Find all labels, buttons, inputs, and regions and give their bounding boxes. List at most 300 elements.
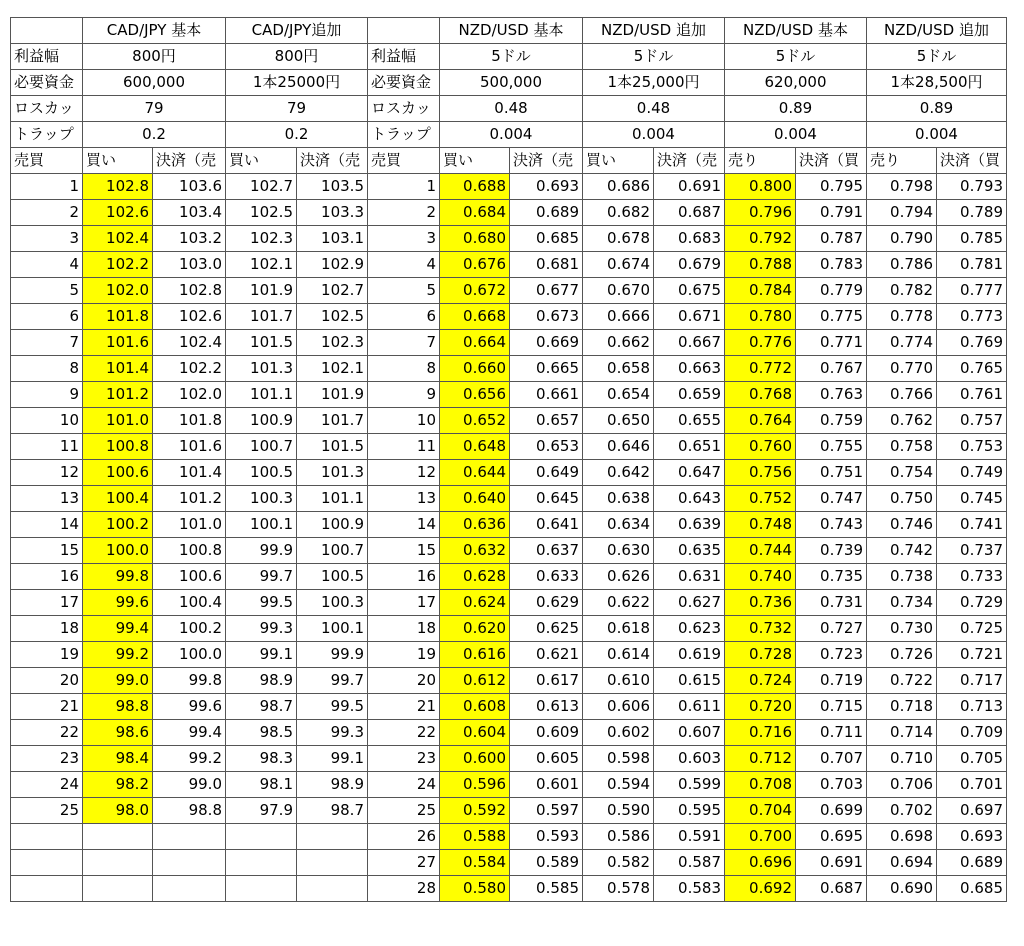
table-cell: 21 bbox=[11, 694, 83, 720]
table-cell: 0.663 bbox=[654, 356, 725, 382]
table-cell: 0.676 bbox=[440, 252, 510, 278]
table-cell: 0.798 bbox=[867, 174, 937, 200]
subheader-row bbox=[11, 148, 1007, 174]
table-cell: 102.5 bbox=[226, 200, 297, 226]
table-row bbox=[11, 746, 1007, 772]
table-cell: 0.769 bbox=[937, 330, 1007, 356]
table-cell: 12 bbox=[368, 460, 440, 486]
table-cell: 0.735 bbox=[796, 564, 867, 590]
table-cell: 0.610 bbox=[583, 668, 654, 694]
table-cell: 0.586 bbox=[583, 824, 654, 850]
table-cell: 0.671 bbox=[654, 304, 725, 330]
table-cell: 16 bbox=[11, 564, 83, 590]
table-row bbox=[11, 486, 1007, 512]
header-cell: NZD/USD 基本 bbox=[725, 18, 867, 44]
table-cell: 0.757 bbox=[937, 408, 1007, 434]
info-value: 0.004 bbox=[867, 122, 1007, 148]
table-cell: 100.8 bbox=[83, 434, 153, 460]
table-cell: 20 bbox=[368, 668, 440, 694]
table-cell: 7 bbox=[368, 330, 440, 356]
table-cell: 102.0 bbox=[83, 278, 153, 304]
table-cell: 0.737 bbox=[937, 538, 1007, 564]
table-cell: 100.0 bbox=[83, 538, 153, 564]
table-cell: 0.623 bbox=[654, 616, 725, 642]
table-cell: 0.747 bbox=[796, 486, 867, 512]
table-cell: 0.653 bbox=[510, 434, 583, 460]
table-cell: 6 bbox=[11, 304, 83, 330]
table-cell: 0.689 bbox=[937, 850, 1007, 876]
header-cell: CAD/JPY追加 bbox=[226, 18, 368, 44]
table-cell: 0.749 bbox=[937, 460, 1007, 486]
table-cell: 23 bbox=[11, 746, 83, 772]
subheader-cell: 売買 bbox=[11, 148, 83, 174]
table-cell: 0.594 bbox=[583, 772, 654, 798]
table-cell: 0.645 bbox=[510, 486, 583, 512]
table-cell: 101.6 bbox=[153, 434, 226, 460]
info-value: 5ドル bbox=[583, 44, 725, 70]
table-cell: 21 bbox=[368, 694, 440, 720]
table-cell: 0.685 bbox=[937, 876, 1007, 902]
table-cell: 99.2 bbox=[153, 746, 226, 772]
table-cell: 0.756 bbox=[725, 460, 796, 486]
table-cell: 0.675 bbox=[654, 278, 725, 304]
table-cell: 1 bbox=[368, 174, 440, 200]
table-row bbox=[11, 538, 1007, 564]
table-cell: 0.790 bbox=[867, 226, 937, 252]
table-cell: 100.1 bbox=[226, 512, 297, 538]
table-cell: 0.726 bbox=[867, 642, 937, 668]
table-cell: 0.603 bbox=[654, 746, 725, 772]
table-cell: 20 bbox=[11, 668, 83, 694]
subheader-cell: 買い bbox=[440, 148, 510, 174]
info-value: 800円 bbox=[83, 44, 226, 70]
table-cell: 98.6 bbox=[83, 720, 153, 746]
table-row bbox=[11, 460, 1007, 486]
table-cell: 100.3 bbox=[226, 486, 297, 512]
table-cell: 0.778 bbox=[867, 304, 937, 330]
table-cell: 100.7 bbox=[297, 538, 368, 564]
table-cell: 0.684 bbox=[440, 200, 510, 226]
table-cell: 25 bbox=[368, 798, 440, 824]
table-cell: 0.698 bbox=[867, 824, 937, 850]
info-value: 0.004 bbox=[583, 122, 725, 148]
table-cell: 0.608 bbox=[440, 694, 510, 720]
info-label: 必要資金 bbox=[11, 70, 83, 96]
table-cell: 100.6 bbox=[153, 564, 226, 590]
table-cell: 0.651 bbox=[654, 434, 725, 460]
table-cell: 0.670 bbox=[583, 278, 654, 304]
table-cell: 100.0 bbox=[153, 642, 226, 668]
table-cell bbox=[83, 876, 153, 902]
info-value: 1本25,000円 bbox=[583, 70, 725, 96]
table-cell: 15 bbox=[11, 538, 83, 564]
table-cell: 101.7 bbox=[226, 304, 297, 330]
table-cell: 103.1 bbox=[297, 226, 368, 252]
table-cell: 0.652 bbox=[440, 408, 510, 434]
info-label: ロスカッ bbox=[368, 96, 440, 122]
table-row bbox=[11, 174, 1007, 200]
table-cell: 0.761 bbox=[937, 382, 1007, 408]
info-value: 0.2 bbox=[83, 122, 226, 148]
table-cell: 101.3 bbox=[226, 356, 297, 382]
table-cell: 102.8 bbox=[153, 278, 226, 304]
table-cell: 102.6 bbox=[153, 304, 226, 330]
table-cell: 103.3 bbox=[297, 200, 368, 226]
table-cell: 102.8 bbox=[83, 174, 153, 200]
table-cell: 0.687 bbox=[796, 876, 867, 902]
info-value: 0.89 bbox=[725, 96, 867, 122]
table-cell: 0.732 bbox=[725, 616, 796, 642]
table-cell: 0.600 bbox=[440, 746, 510, 772]
table-cell: 0.711 bbox=[796, 720, 867, 746]
table-cell: 101.1 bbox=[226, 382, 297, 408]
table-cell: 101.5 bbox=[226, 330, 297, 356]
table-cell: 11 bbox=[11, 434, 83, 460]
table-cell: 0.620 bbox=[440, 616, 510, 642]
table-cell: 0.641 bbox=[510, 512, 583, 538]
header-cell: NZD/USD 追加 bbox=[867, 18, 1007, 44]
info-label: 必要資金 bbox=[368, 70, 440, 96]
table-cell: 0.682 bbox=[583, 200, 654, 226]
table-cell: 0.724 bbox=[725, 668, 796, 694]
table-cell: 0.722 bbox=[867, 668, 937, 694]
table-cell: 0.738 bbox=[867, 564, 937, 590]
table-cell: 98.2 bbox=[83, 772, 153, 798]
table-cell: 103.2 bbox=[153, 226, 226, 252]
table-cell: 17 bbox=[11, 590, 83, 616]
subheader-cell: 決済（売 bbox=[297, 148, 368, 174]
table-cell: 99.9 bbox=[226, 538, 297, 564]
table-cell: 0.719 bbox=[796, 668, 867, 694]
table-cell: 0.766 bbox=[867, 382, 937, 408]
table-cell: 0.744 bbox=[725, 538, 796, 564]
table-cell: 0.683 bbox=[654, 226, 725, 252]
table-cell: 13 bbox=[11, 486, 83, 512]
table-cell: 99.3 bbox=[297, 720, 368, 746]
table-row bbox=[11, 382, 1007, 408]
table-cell: 0.780 bbox=[725, 304, 796, 330]
table-row bbox=[11, 252, 1007, 278]
table-cell: 0.694 bbox=[867, 850, 937, 876]
table-cell: 17 bbox=[368, 590, 440, 616]
table-cell: 0.772 bbox=[725, 356, 796, 382]
table-cell: 0.646 bbox=[583, 434, 654, 460]
subheader-cell: 決済（売 bbox=[510, 148, 583, 174]
table-cell: 0.611 bbox=[654, 694, 725, 720]
info-value: 600,000 bbox=[83, 70, 226, 96]
table-cell: 3 bbox=[11, 226, 83, 252]
table-row bbox=[11, 200, 1007, 226]
info-value: 500,000 bbox=[440, 70, 583, 96]
table-row bbox=[11, 512, 1007, 538]
table-cell: 0.708 bbox=[725, 772, 796, 798]
table-cell: 0.672 bbox=[440, 278, 510, 304]
table-cell: 0.587 bbox=[654, 850, 725, 876]
table-cell: 0.691 bbox=[796, 850, 867, 876]
table-cell: 0.661 bbox=[510, 382, 583, 408]
table-cell: 0.800 bbox=[725, 174, 796, 200]
table-cell: 102.3 bbox=[297, 330, 368, 356]
info-value: 5ドル bbox=[440, 44, 583, 70]
table-cell: 0.615 bbox=[654, 668, 725, 694]
table-cell: 0.786 bbox=[867, 252, 937, 278]
header-row bbox=[11, 18, 1007, 44]
table-cell: 0.589 bbox=[510, 850, 583, 876]
table-row bbox=[11, 720, 1007, 746]
table-cell: 100.3 bbox=[297, 590, 368, 616]
info-value: 0.2 bbox=[226, 122, 368, 148]
table-row bbox=[11, 876, 1007, 902]
table-cell: 0.688 bbox=[440, 174, 510, 200]
table-cell: 100.5 bbox=[297, 564, 368, 590]
table-cell: 0.764 bbox=[725, 408, 796, 434]
table-cell: 0.627 bbox=[654, 590, 725, 616]
table-row bbox=[11, 772, 1007, 798]
table-cell: 0.703 bbox=[796, 772, 867, 798]
table-cell bbox=[153, 824, 226, 850]
table-cell: 0.755 bbox=[796, 434, 867, 460]
table-cell: 0.748 bbox=[725, 512, 796, 538]
table-row bbox=[11, 824, 1007, 850]
table-cell: 0.736 bbox=[725, 590, 796, 616]
table-cell bbox=[83, 824, 153, 850]
table-cell: 0.609 bbox=[510, 720, 583, 746]
table-cell: 0.751 bbox=[796, 460, 867, 486]
table-cell: 0.785 bbox=[937, 226, 1007, 252]
table-cell: 0.714 bbox=[867, 720, 937, 746]
table-cell: 0.578 bbox=[583, 876, 654, 902]
header-cell: NZD/USD 追加 bbox=[583, 18, 725, 44]
table-cell: 0.673 bbox=[510, 304, 583, 330]
table-cell bbox=[226, 824, 297, 850]
table-cell: 102.4 bbox=[83, 226, 153, 252]
table-cell: 102.2 bbox=[83, 252, 153, 278]
table-cell: 0.686 bbox=[583, 174, 654, 200]
table-cell: 13 bbox=[368, 486, 440, 512]
table-cell: 0.716 bbox=[725, 720, 796, 746]
table-cell: 0.642 bbox=[583, 460, 654, 486]
table-cell: 0.754 bbox=[867, 460, 937, 486]
info-value: 0.48 bbox=[583, 96, 725, 122]
table-cell: 0.618 bbox=[583, 616, 654, 642]
table-cell: 0.617 bbox=[510, 668, 583, 694]
table-cell: 11 bbox=[368, 434, 440, 460]
table-cell: 0.583 bbox=[654, 876, 725, 902]
table-cell: 0.770 bbox=[867, 356, 937, 382]
table-cell: 101.3 bbox=[297, 460, 368, 486]
table-cell: 102.3 bbox=[226, 226, 297, 252]
table-cell: 0.655 bbox=[654, 408, 725, 434]
table-cell: 0.759 bbox=[796, 408, 867, 434]
table-cell: 0.658 bbox=[583, 356, 654, 382]
table-cell: 0.613 bbox=[510, 694, 583, 720]
table-cell: 0.667 bbox=[654, 330, 725, 356]
table-cell: 0.640 bbox=[440, 486, 510, 512]
table-cell: 0.746 bbox=[867, 512, 937, 538]
table-cell bbox=[153, 850, 226, 876]
table-cell: 0.723 bbox=[796, 642, 867, 668]
table-cell: 15 bbox=[368, 538, 440, 564]
table-row bbox=[11, 304, 1007, 330]
table-cell: 0.674 bbox=[583, 252, 654, 278]
table-row bbox=[11, 590, 1007, 616]
subheader-cell: 買い bbox=[83, 148, 153, 174]
table-row bbox=[11, 616, 1007, 642]
info-label: トラップ bbox=[11, 122, 83, 148]
table-cell: 0.668 bbox=[440, 304, 510, 330]
table-cell: 100.5 bbox=[226, 460, 297, 486]
table-cell: 10 bbox=[11, 408, 83, 434]
table-cell: 99.6 bbox=[153, 694, 226, 720]
info-value: 800円 bbox=[226, 44, 368, 70]
table-cell: 99.2 bbox=[83, 642, 153, 668]
table-cell bbox=[297, 876, 368, 902]
table-cell: 0.796 bbox=[725, 200, 796, 226]
table-cell: 0.604 bbox=[440, 720, 510, 746]
info-row bbox=[11, 96, 1007, 122]
table-cell: 101.8 bbox=[153, 408, 226, 434]
table-cell: 0.706 bbox=[867, 772, 937, 798]
table-cell bbox=[297, 824, 368, 850]
table-cell bbox=[226, 876, 297, 902]
table-cell: 99.3 bbox=[226, 616, 297, 642]
table-cell: 102.1 bbox=[297, 356, 368, 382]
table-cell: 22 bbox=[11, 720, 83, 746]
table-cell: 0.631 bbox=[654, 564, 725, 590]
table-cell: 26 bbox=[368, 824, 440, 850]
table-cell: 0.616 bbox=[440, 642, 510, 668]
table-cell: 0.758 bbox=[867, 434, 937, 460]
table-cell: 103.0 bbox=[153, 252, 226, 278]
table-cell: 0.728 bbox=[725, 642, 796, 668]
table-cell bbox=[297, 850, 368, 876]
table-cell: 102.5 bbox=[297, 304, 368, 330]
table-cell: 16 bbox=[368, 564, 440, 590]
table-cell: 102.1 bbox=[226, 252, 297, 278]
table-cell: 102.7 bbox=[226, 174, 297, 200]
table-cell: 5 bbox=[11, 278, 83, 304]
table-cell bbox=[11, 850, 83, 876]
table-cell: 0.775 bbox=[796, 304, 867, 330]
subheader-cell: 決済（買 bbox=[796, 148, 867, 174]
table-cell: 100.7 bbox=[226, 434, 297, 460]
table-cell: 0.720 bbox=[725, 694, 796, 720]
table-cell: 24 bbox=[368, 772, 440, 798]
table-cell: 0.588 bbox=[440, 824, 510, 850]
table-cell: 100.4 bbox=[153, 590, 226, 616]
table-cell: 0.621 bbox=[510, 642, 583, 668]
table-cell: 0.701 bbox=[937, 772, 1007, 798]
table-cell: 0.750 bbox=[867, 486, 937, 512]
table-cell: 4 bbox=[368, 252, 440, 278]
table-cell: 100.6 bbox=[83, 460, 153, 486]
table-cell: 0.753 bbox=[937, 434, 1007, 460]
info-value: 5ドル bbox=[867, 44, 1007, 70]
table-cell: 98.7 bbox=[226, 694, 297, 720]
info-value: 1本25000円 bbox=[226, 70, 368, 96]
table-cell: 100.2 bbox=[83, 512, 153, 538]
table-cell: 0.585 bbox=[510, 876, 583, 902]
table-cell: 0.793 bbox=[937, 174, 1007, 200]
table-cell: 14 bbox=[11, 512, 83, 538]
table-cell: 0.650 bbox=[583, 408, 654, 434]
table-cell: 101.6 bbox=[83, 330, 153, 356]
table-cell: 99.4 bbox=[153, 720, 226, 746]
table-cell: 0.693 bbox=[937, 824, 1007, 850]
table-cell: 0.760 bbox=[725, 434, 796, 460]
subheader-cell: 買い bbox=[226, 148, 297, 174]
table-cell: 102.7 bbox=[297, 278, 368, 304]
table-cell: 0.752 bbox=[725, 486, 796, 512]
table-cell: 0.733 bbox=[937, 564, 1007, 590]
table-cell: 0.717 bbox=[937, 668, 1007, 694]
table-cell: 0.787 bbox=[796, 226, 867, 252]
table-cell: 0.634 bbox=[583, 512, 654, 538]
table-cell: 0.773 bbox=[937, 304, 1007, 330]
table-cell: 0.689 bbox=[510, 200, 583, 226]
table-cell: 102.0 bbox=[153, 382, 226, 408]
table-cell: 0.666 bbox=[583, 304, 654, 330]
table-cell: 0.633 bbox=[510, 564, 583, 590]
table-cell: 0.691 bbox=[654, 174, 725, 200]
info-value: 620,000 bbox=[725, 70, 867, 96]
table-cell bbox=[153, 876, 226, 902]
table-cell: 0.598 bbox=[583, 746, 654, 772]
table-cell: 98.5 bbox=[226, 720, 297, 746]
table-row bbox=[11, 278, 1007, 304]
table-cell: 6 bbox=[368, 304, 440, 330]
table-cell: 23 bbox=[368, 746, 440, 772]
table-cell: 0.709 bbox=[937, 720, 1007, 746]
table-cell: 0.710 bbox=[867, 746, 937, 772]
table-cell: 0.584 bbox=[440, 850, 510, 876]
table-cell: 0.704 bbox=[725, 798, 796, 824]
table-cell bbox=[11, 876, 83, 902]
table-cell: 0.768 bbox=[725, 382, 796, 408]
table-cell: 0.659 bbox=[654, 382, 725, 408]
subheader-cell: 決済（買 bbox=[937, 148, 1007, 174]
table-cell: 0.729 bbox=[937, 590, 1007, 616]
table-cell: 19 bbox=[368, 642, 440, 668]
subheader-cell: 売買 bbox=[368, 148, 440, 174]
table-cell: 101.0 bbox=[83, 408, 153, 434]
table-cell: 99.5 bbox=[297, 694, 368, 720]
table-cell: 100.9 bbox=[226, 408, 297, 434]
table-cell: 0.660 bbox=[440, 356, 510, 382]
table-cell: 98.8 bbox=[153, 798, 226, 824]
table-cell: 103.5 bbox=[297, 174, 368, 200]
table-cell: 101.2 bbox=[153, 486, 226, 512]
table-cell: 0.713 bbox=[937, 694, 1007, 720]
table-cell: 99.8 bbox=[83, 564, 153, 590]
table-cell: 0.647 bbox=[654, 460, 725, 486]
table-cell: 0.636 bbox=[440, 512, 510, 538]
info-value: 1本28,500円 bbox=[867, 70, 1007, 96]
table-cell: 0.597 bbox=[510, 798, 583, 824]
table-cell: 2 bbox=[368, 200, 440, 226]
table-cell: 101.9 bbox=[226, 278, 297, 304]
table-row bbox=[11, 408, 1007, 434]
header-cell bbox=[368, 18, 440, 44]
table-cell: 99.6 bbox=[83, 590, 153, 616]
table-cell: 0.739 bbox=[796, 538, 867, 564]
table-cell: 0.687 bbox=[654, 200, 725, 226]
table-cell bbox=[226, 850, 297, 876]
table-cell: 99.9 bbox=[297, 642, 368, 668]
table-cell: 100.1 bbox=[297, 616, 368, 642]
table-cell: 100.8 bbox=[153, 538, 226, 564]
table-cell: 0.625 bbox=[510, 616, 583, 642]
